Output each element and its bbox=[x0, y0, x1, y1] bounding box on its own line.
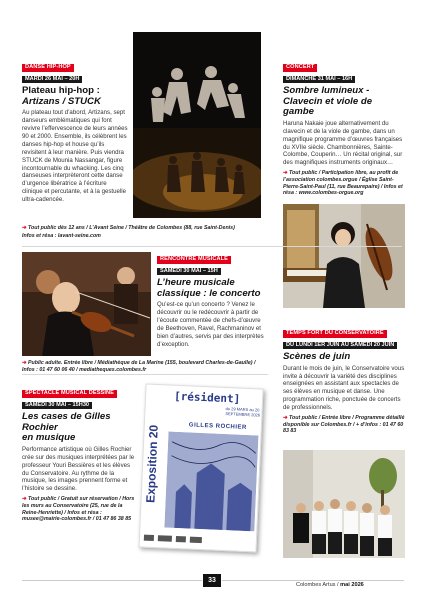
divider bbox=[22, 246, 402, 247]
event-date: SAMEDI 30 MAI – 15H bbox=[157, 268, 221, 276]
article-body: Performance artistique où Gilles Rochier crée sur des musiques interprétées par le professeur Youri Bessières et les élèves du Conservatoire. Au rythme de la musique, les images prennent forme et l’histoire se dessine. bbox=[22, 445, 135, 493]
info-line: ➔ Tout public / Entrée libre / Programme détaillé disponible sur Colombes.fr / + d’infos : 01 47 60 83 83 bbox=[283, 415, 405, 435]
poster-artist: GILLES ROCHIER bbox=[188, 422, 247, 431]
article-title: Les cases de Gilles Rochier en musique bbox=[22, 411, 111, 444]
event-date: SAMEDI 30 MAI – 15H30 bbox=[22, 402, 92, 410]
juin-article bbox=[283, 326, 405, 435]
poster-dates: du 29 MARS au 20 SEPTEMBRE 2026 bbox=[225, 406, 261, 418]
poster-logos bbox=[144, 535, 254, 546]
info-line: ➔ Tout public / Gratuit sur réservation / Hors les murs au Conservatoire (25, rue de la Reine-Henriette) / Infos et résa : musee@mairie-colombes.fr / 01 47 86 38 85 bbox=[22, 496, 135, 523]
concert-photo bbox=[283, 204, 405, 308]
category-tag: RENCONTRE MUSICALE bbox=[157, 256, 231, 264]
footer-magazine: Colombes Artus / mai 2026 bbox=[296, 582, 364, 588]
info-line: ➔ Public adulte. Entrée libre / Médiathèque de La Marine (155, boulevard Charles-de-Gaulle) / Infos : 01 47 60 06 40 / mediatheques.colombes.fr bbox=[22, 360, 256, 373]
category-tag: TEMPS FORT DU CONSERVATOIRE bbox=[283, 330, 387, 338]
dancers-image bbox=[133, 32, 261, 218]
category-tag: DANSE HIP-HOP bbox=[22, 64, 74, 72]
exhibition-poster bbox=[138, 384, 263, 553]
article-title: L’heure musicale classique : le concerto bbox=[157, 277, 261, 299]
violinist-image bbox=[22, 252, 151, 356]
poster-vertical-title: Exposition 20 bbox=[143, 424, 161, 504]
choir-image bbox=[283, 450, 405, 558]
poster-illustration bbox=[164, 432, 258, 532]
concerto-article bbox=[157, 252, 267, 349]
category-tag: CONCERT bbox=[283, 64, 317, 72]
footer-rule-left bbox=[22, 580, 202, 581]
rochier-article bbox=[22, 386, 138, 523]
divider bbox=[22, 374, 268, 375]
article-body: Au plateau tout d’abord, Artizans, sept danseurs emblématiques qui font revivre l’effervescence de leurs années 90 et 2000. Ensemble, ils célèbrent les danses hip-hop et house qu’ils revisitent à leur manière. Puis viendra STUCK de Mounia Nassangar, figure incontournable du whacking. Les cinq danseuses interprèteront cette danse d’urgence libératrice à l’écriture clinique et percutante, et à la gestuelle ultra-cadencée. bbox=[22, 109, 128, 204]
event-date: DU LUNDI 1ER JUIN AU SAMEDI 20 JUIN bbox=[283, 342, 397, 350]
info-link[interactable]: Infos et résa : lavant-seine.com bbox=[22, 232, 101, 239]
article-body: Haruna Nakaie joue alternativement du clavecin et de la viole de gambe, dans un magnifique programme d’œuvres françaises du XVIIe siècle. Chambonnières, Sainte-Colombe, Couperin… Un récital original, sur des magnifiques instruments originaux… bbox=[283, 119, 403, 167]
hiphop-photo bbox=[133, 32, 261, 218]
concerto-photo bbox=[22, 252, 151, 356]
arrow-icon: ➔ bbox=[22, 360, 27, 366]
footer-rule-right bbox=[222, 580, 404, 581]
info-line: ➔ Tout public / Participation libre, au profit de l’association colombes.orgue / Église Saint-Pierre-Saint-Paul (11, rue Beaurepaire) / Infos et résa : www.colombes-orgue.org bbox=[283, 170, 403, 197]
hiphop-article bbox=[22, 60, 128, 204]
arrow-icon: ➔ bbox=[22, 496, 27, 503]
article-title: Sombre lumineux - Clavecin et viole de gambe bbox=[283, 85, 373, 118]
arrow-icon: ➔ bbox=[283, 170, 288, 177]
article-title: Scènes de juin bbox=[283, 351, 351, 362]
concert-article bbox=[283, 60, 405, 197]
poster-title: [résident] bbox=[173, 389, 241, 406]
concerto-info bbox=[22, 357, 268, 373]
hiphop-info bbox=[22, 222, 266, 239]
choir-photo bbox=[283, 450, 405, 558]
musician-image bbox=[283, 204, 405, 308]
category-tag: SPECTACLE MUSICAL DESSINÉ bbox=[22, 390, 117, 398]
page-number: 33 bbox=[203, 574, 221, 587]
article-body: Qu’est-ce qu’un concerto ? Venez le découvrir ou le redécouvrir à partir de l’écoute commentée de chefs-d’œuvre de Beethoven, Ravel, Rachmaninov et bien d’autres, servis par des interprètes d’exception. bbox=[157, 301, 264, 348]
event-date: DIMANCHE 31 MAI – 16H bbox=[283, 76, 355, 84]
event-date: MARDI 26 MAI – 20H bbox=[22, 76, 82, 84]
article-body: Durant le mois de juin, le Conservatoire vous invite à découvrir la variété des disciplines enseignées en assistant aux spectacles de ses élèves en musique et danse. Une programmation riche, ponctuée de concerts de professionnels. bbox=[283, 364, 405, 412]
arrow-icon: ➔ bbox=[22, 225, 27, 231]
arrow-icon: ➔ bbox=[283, 415, 288, 422]
article-title: Plateau hip-hop : Artizans / STUCK bbox=[22, 85, 101, 107]
info-line: ➔ Tout public dès 12 ans / L’Avant Seine / Théâtre de Colombes (88, rue Saint-Denis) bbox=[22, 225, 235, 231]
